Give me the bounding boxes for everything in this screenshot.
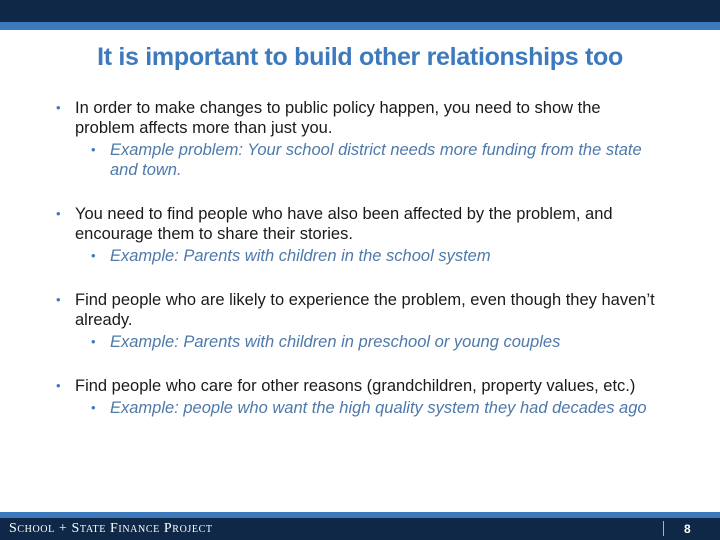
bullet-icon: • [91, 248, 96, 263]
top-accent-stripe [0, 22, 720, 30]
sub-bullet-item [91, 332, 656, 352]
sub-bullet-item [91, 398, 656, 418]
bullet-item [56, 204, 656, 244]
bullet-text: Find people who are likely to experience the problem, even though they haven’t already. [75, 291, 655, 329]
bullet-group-3 [56, 290, 656, 352]
bullet-group-4 [56, 376, 656, 418]
page-number: 8 [684, 522, 691, 536]
slide-body [56, 98, 656, 442]
bullet-group-2 [56, 204, 656, 266]
footer-organization: School + State Finance Project [9, 521, 213, 536]
bullet-icon: • [56, 206, 61, 221]
bullet-item [56, 290, 656, 330]
bullet-item [56, 98, 656, 138]
bullet-icon: • [91, 400, 96, 415]
bullet-text: In order to make changes to public policy happen, you need to show the problem affects more than just you. [75, 99, 601, 137]
bullet-text: You need to find people who have also been affected by the problem, and encourage them to share their stories. [75, 205, 613, 243]
sub-bullet-item [91, 246, 656, 266]
bullet-icon: • [91, 334, 96, 349]
bullet-icon: • [56, 100, 61, 115]
sub-bullet-text: Example: people who want the high quality system they had decades ago [110, 399, 647, 417]
bullet-icon: • [56, 378, 61, 393]
bullet-icon: • [91, 142, 96, 157]
bullet-icon: • [56, 292, 61, 307]
bullet-group-1 [56, 98, 656, 180]
top-banner [0, 0, 720, 22]
sub-bullet-item [91, 140, 656, 180]
sub-bullet-text: Example problem: Your school district needs more funding from the state and town. [110, 141, 642, 179]
footer-divider [663, 521, 664, 536]
bullet-text: Find people who care for other reasons (grandchildren, property values, etc.) [75, 377, 636, 395]
bullet-item [56, 376, 656, 396]
sub-bullet-text: Example: Parents with children in preschool or young couples [110, 333, 561, 351]
slide-title: It is important to build other relationships too [97, 43, 623, 71]
sub-bullet-text: Example: Parents with children in the school system [110, 247, 491, 265]
